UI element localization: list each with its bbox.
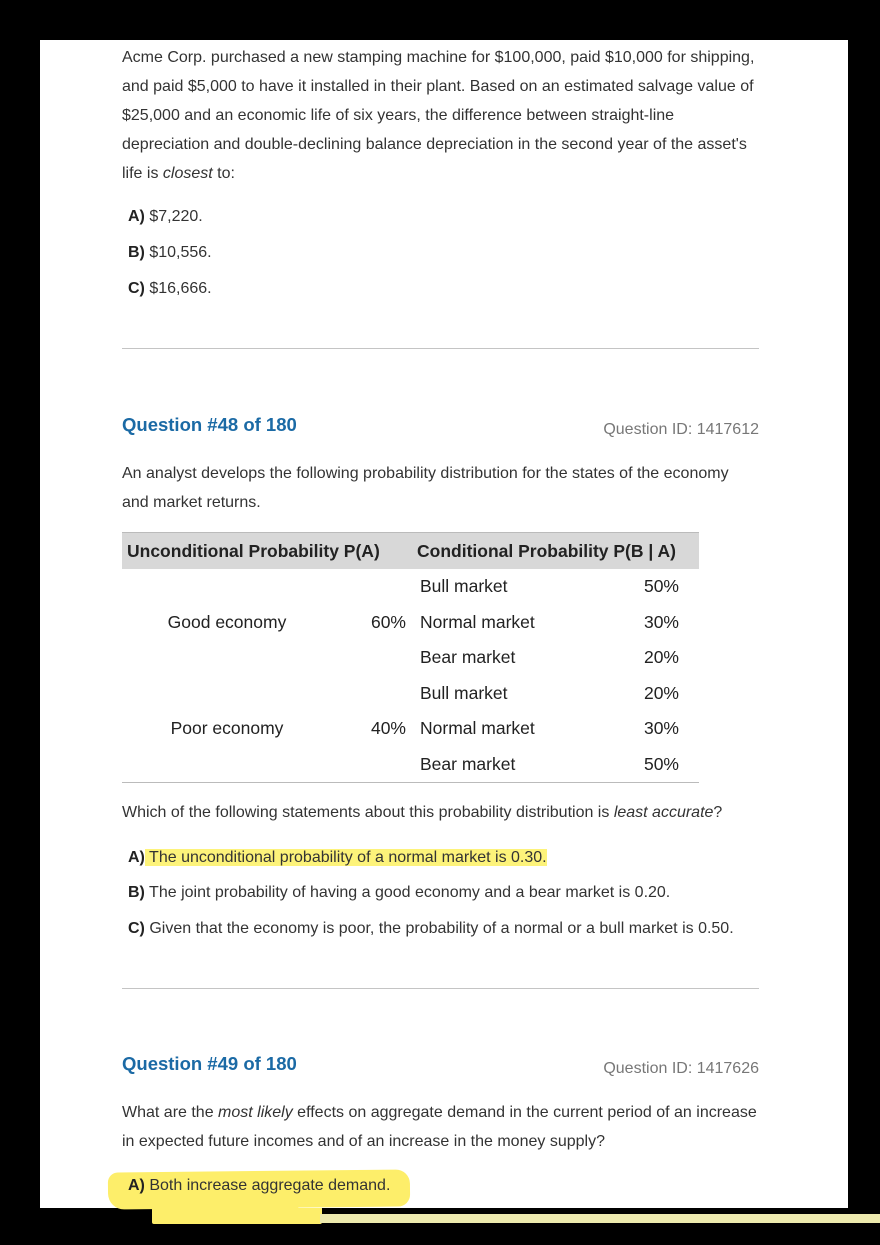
- market-label: Normal market: [420, 611, 535, 632]
- conditional-prob: 20%: [643, 682, 679, 703]
- q48-option-a[interactable]: A) The unconditional probability of a normal market is 0.30.: [128, 849, 547, 866]
- table-row: [122, 676, 699, 712]
- table-row: [122, 569, 699, 605]
- market-label: Bull market: [420, 682, 508, 703]
- q48-title: Question #48 of 180: [122, 414, 297, 435]
- economy-label: Poor economy: [170, 718, 284, 739]
- unconditional-prob: 60%: [370, 611, 406, 632]
- q47-option-c[interactable]: C) $16,666.: [128, 280, 212, 297]
- q48-option-b[interactable]: B) The joint probability of having a good economy and a bear market is 0.20.: [128, 884, 671, 901]
- q49-question-id: Question ID: 1417626: [603, 1060, 759, 1077]
- conditional-prob: 50%: [643, 753, 679, 774]
- header-conditional: Conditional Probability P(B | A): [412, 533, 699, 570]
- q48-question-id: Question ID: 1417612: [603, 421, 759, 438]
- unconditional-prob: 40%: [370, 718, 406, 739]
- q49-title: Question #49 of 180: [122, 1053, 297, 1074]
- q48-prompt: Which of the following statements about this probability distribution is least accurate?: [122, 804, 723, 821]
- highlighter-stroke: [152, 1200, 302, 1210]
- q49-stem: What are the most likely effects on aggregate demand in the current period of an increase in expected future incomes and of an increase in the money supply?: [122, 1104, 757, 1150]
- q47-option-b[interactable]: B) $10,556.: [128, 244, 212, 261]
- conditional-prob: 50%: [643, 576, 679, 597]
- q49-option-a[interactable]: A) Both increase aggregate demand.: [128, 1177, 391, 1194]
- divider: [122, 988, 759, 989]
- highlighted-answer: The unconditional probability of a normal market is 0.30.: [145, 849, 547, 866]
- conditional-prob: 30%: [643, 718, 679, 739]
- q48-intro: An analyst develops the following probability distribution for the states of the economy and market returns.: [122, 465, 729, 511]
- q47-stem: Acme Corp. purchased a new stamping machine for $100,000, paid $10,000 for shipping, and paid $5,000 to have it installed in their plant. Based on an estimated salvage value of $25,000 and an economic life of six years, the difference between straight-line depreciation and double-declining balance depreciation in the second year of the asset's life is closest to:: [122, 49, 755, 182]
- market-label: Bear market: [420, 647, 516, 668]
- market-label: Bear market: [420, 753, 516, 774]
- q47-option-a[interactable]: A) $7,220.: [128, 208, 203, 225]
- divider: [122, 348, 759, 349]
- question-page: [40, 40, 848, 1208]
- highlighter-stroke: [320, 1214, 880, 1223]
- header-unconditional: Unconditional Probability P(A): [122, 533, 412, 570]
- probability-table: [122, 532, 699, 783]
- conditional-prob: 20%: [643, 647, 679, 668]
- economy-label: Good economy: [167, 611, 287, 632]
- q48-option-c[interactable]: C) Given that the economy is poor, the probability of a normal or a bull market is 0.50.: [128, 920, 734, 937]
- conditional-prob: 30%: [643, 611, 679, 632]
- market-label: Bull market: [420, 576, 508, 597]
- market-label: Normal market: [420, 718, 535, 739]
